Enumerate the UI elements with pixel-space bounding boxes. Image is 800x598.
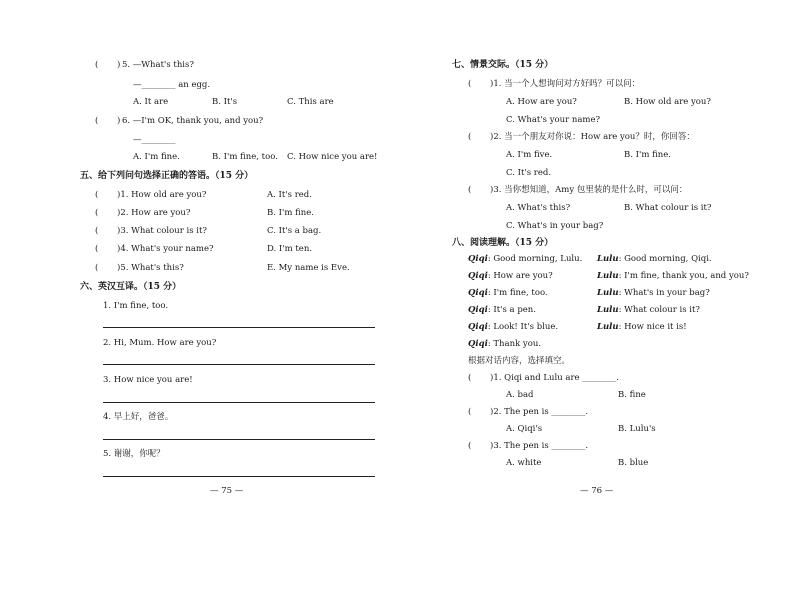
translate-item: 3. How nice you are! bbox=[103, 375, 193, 385]
answer-paren: ( bbox=[95, 116, 99, 126]
option: B. What colour is it? bbox=[624, 203, 712, 213]
dialogue-text: : How nice it is! bbox=[618, 322, 687, 332]
option: A. I'm five. bbox=[506, 150, 553, 160]
option: A. It are bbox=[133, 97, 169, 107]
instruction-text: 根据对话内容，选择填空。 bbox=[468, 356, 571, 366]
speaker-name: Qiqi bbox=[468, 288, 488, 298]
answer-paren: ( bbox=[95, 190, 99, 200]
translate-item: 4. 早上好，爸爸。 bbox=[103, 412, 174, 422]
speaker-name: Qiqi bbox=[468, 254, 488, 264]
match-answer: C. It's a bag. bbox=[267, 226, 322, 236]
option: B. How old are you? bbox=[624, 97, 711, 107]
dialogue-text: : Thank you. bbox=[487, 339, 542, 349]
dialogue-text: : I'm fine, thank you, and you? bbox=[618, 271, 749, 281]
page-number: — 75 — bbox=[210, 486, 244, 496]
option: B. I'm fine. bbox=[624, 150, 671, 160]
match-question: )1. How old are you? bbox=[117, 190, 207, 200]
translate-item: 5. 谢谢，你呢？ bbox=[103, 449, 165, 459]
speaker-name: Lulu bbox=[597, 288, 619, 298]
dialogue-text: : It's a pen. bbox=[487, 305, 536, 315]
answer-line[interactable] bbox=[103, 476, 375, 477]
option: B. It's bbox=[212, 97, 238, 107]
match-question: )3. What colour is it? bbox=[117, 226, 207, 236]
answer-line[interactable] bbox=[103, 439, 375, 440]
option: B. blue bbox=[618, 458, 649, 468]
section-heading: 七、情景交际。（15 分） bbox=[452, 60, 554, 70]
match-question: )4. What's your name? bbox=[117, 244, 214, 254]
dialogue-line bbox=[597, 305, 700, 316]
page-number: — 76 — bbox=[580, 486, 614, 496]
answer-paren: ( bbox=[95, 244, 99, 254]
dialogue-text: : Good morning, Lulu. bbox=[487, 254, 583, 264]
option: A. What's this? bbox=[506, 203, 571, 213]
section-heading: 八、阅读理解。（15 分） bbox=[452, 238, 554, 248]
speaker-name: Qiqi bbox=[468, 339, 488, 349]
dialogue-text: : What colour is it? bbox=[618, 305, 700, 315]
translate-item: 1. I'm fine, too. bbox=[103, 301, 169, 311]
reading-question: )1. Qiqi and Lulu are ________. bbox=[490, 373, 619, 383]
right-page bbox=[400, 0, 800, 598]
speaker-name: Lulu bbox=[597, 254, 619, 264]
answer-paren: ( bbox=[468, 407, 472, 417]
dialogue-line bbox=[468, 288, 548, 299]
answer-paren: ( bbox=[468, 79, 472, 89]
dialogue-line bbox=[597, 288, 710, 299]
dialogue-line bbox=[597, 254, 712, 265]
answer-paren: ( bbox=[95, 263, 99, 273]
dialogue-text: : Look! It's blue. bbox=[487, 322, 559, 332]
scenario-question: )1. 当一个人想询问对方好吗？可以问： bbox=[490, 79, 641, 89]
option: B. I'm fine, too. bbox=[212, 152, 278, 162]
option: C. This are bbox=[287, 97, 334, 107]
speaker-name: Qiqi bbox=[468, 322, 488, 332]
question-stem: 5. —What's this? bbox=[122, 60, 194, 70]
match-question: )5. What's this? bbox=[117, 263, 184, 273]
option: C. What's in your bag? bbox=[506, 221, 604, 231]
option: A. bad bbox=[506, 390, 534, 400]
dialogue-line bbox=[597, 271, 749, 282]
speaker-name: Qiqi bbox=[468, 271, 488, 281]
section-heading: 六、英汉互译。（15 分） bbox=[80, 282, 182, 292]
speaker-name: Lulu bbox=[597, 271, 619, 281]
question-answer-blank: —________ an egg. bbox=[133, 80, 211, 90]
option: C. It's red. bbox=[506, 168, 552, 178]
option: A. Qiqi's bbox=[506, 424, 543, 434]
dialogue-line bbox=[468, 271, 553, 282]
dialogue-line bbox=[468, 339, 541, 350]
speaker-name: Qiqi bbox=[468, 305, 488, 315]
speaker-name: Lulu bbox=[597, 305, 619, 315]
answer-paren: ( bbox=[468, 373, 472, 383]
dialogue-text: : I'm fine, too. bbox=[487, 288, 548, 298]
dialogue-text: : How are you? bbox=[487, 271, 553, 281]
answer-line[interactable] bbox=[103, 364, 375, 365]
option: C. How nice you are! bbox=[287, 152, 378, 162]
reading-question: )3. The pen is ________. bbox=[490, 441, 589, 451]
answer-line[interactable] bbox=[103, 327, 375, 328]
speaker-name: Lulu bbox=[597, 322, 619, 332]
match-question: )2. How are you? bbox=[117, 208, 191, 218]
dialogue-line bbox=[468, 254, 582, 265]
section-heading: 五、给下列问句选择正确的答语。（15 分） bbox=[80, 171, 254, 181]
answer-paren: ( bbox=[468, 132, 472, 142]
match-answer: B. I'm fine. bbox=[267, 208, 314, 218]
option: A. How are you? bbox=[506, 97, 577, 107]
dialogue-text: : Good morning, Qiqi. bbox=[618, 254, 712, 264]
answer-paren: ( bbox=[95, 60, 99, 70]
match-answer: E. My name is Eve. bbox=[267, 263, 350, 273]
match-answer: D. I'm ten. bbox=[267, 244, 312, 254]
answer-line[interactable] bbox=[103, 402, 375, 403]
dialogue-line bbox=[468, 305, 536, 316]
option: A. I'm fine. bbox=[133, 152, 180, 162]
answer-paren: ( bbox=[468, 441, 472, 451]
scenario-question: )2. 当一个朋友对你说：How are you？时，你回答： bbox=[490, 132, 695, 142]
dialogue-line bbox=[468, 322, 558, 333]
dialogue-text: : What's in your bag? bbox=[618, 288, 710, 298]
question-stem: 6. —I'm OK, thank you, and you? bbox=[122, 116, 264, 126]
answer-paren-close: ) bbox=[117, 116, 121, 126]
question-answer-blank: —________ bbox=[133, 135, 176, 145]
scenario-question: )3. 当你想知道，Amy 包里装的是什么时，可以问： bbox=[490, 185, 688, 195]
match-answer: A. It's red. bbox=[267, 190, 312, 200]
dialogue-line bbox=[597, 322, 687, 333]
option: B. fine bbox=[618, 390, 646, 400]
option: B. Lulu's bbox=[618, 424, 656, 434]
option: C. What's your name? bbox=[506, 115, 601, 125]
answer-paren: ( bbox=[95, 208, 99, 218]
answer-paren-close: ) bbox=[117, 60, 121, 70]
translate-item: 2. Hi, Mum. How are you? bbox=[103, 338, 217, 348]
reading-question: )2. The pen is ________. bbox=[490, 407, 589, 417]
option: A. white bbox=[506, 458, 542, 468]
answer-paren: ( bbox=[468, 185, 472, 195]
answer-paren: ( bbox=[95, 226, 99, 236]
